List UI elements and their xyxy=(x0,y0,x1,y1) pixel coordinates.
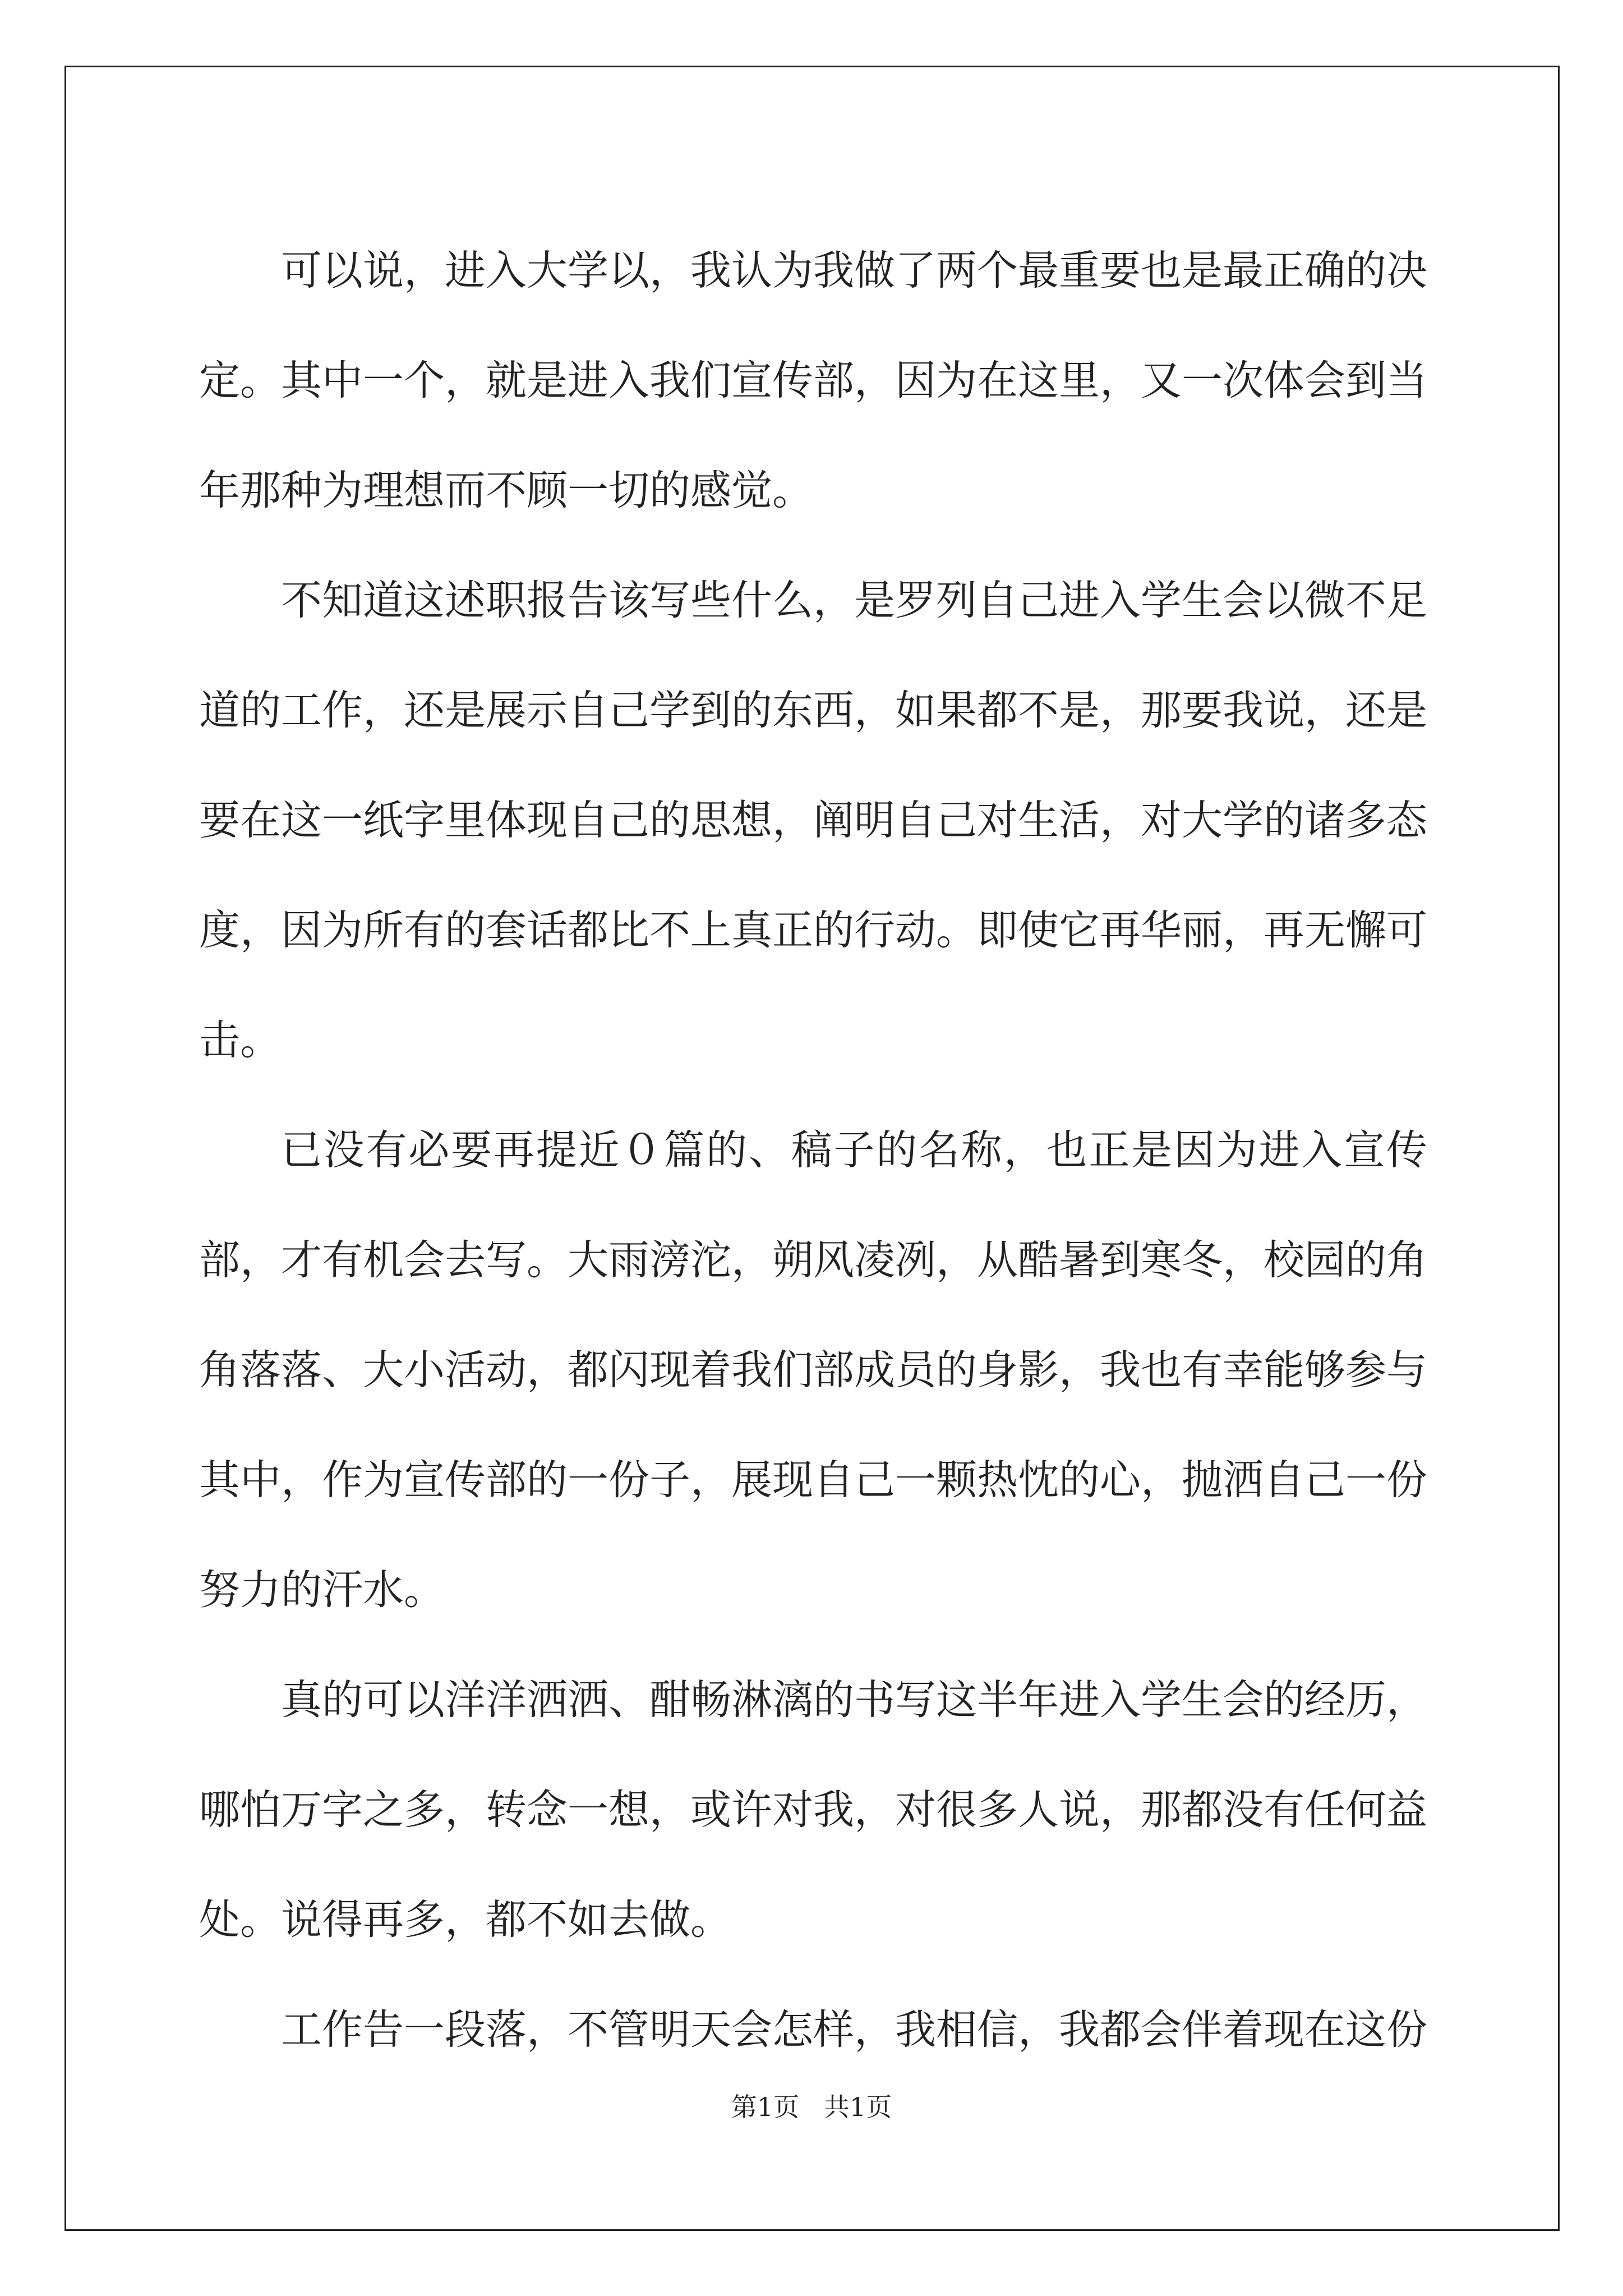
paragraph-2: 不知道这述职报告该写些什么，是罗列自己进入学生会以微不足道的工作，还是展示自己学到的东西，如果都不是，那要我说，还是要在这一纸字里体现自己的思想，阐明自己对生活，对大学的诸多态度，因为所有的套话都比不上真正的行动。即使它再华丽，再无懈可击。 xyxy=(199,577,1427,1064)
page-footer xyxy=(0,2090,1623,2124)
paragraph-3: 已没有必要再提近０篇的、稿子的名称，也正是因为进入宣传部，才有机会去写。大雨滂沱，朔风凌冽，从酷暑到寒冬，校园的角角落落、大小活动，都闪现着我们部成员的身影，我也有幸能够参与其中，作为宣传部的一份子，展现自己一颗热忱的心，抛洒自己一份努力的汗水。 xyxy=(199,1126,1427,1614)
page-number: 第1页 共1页 xyxy=(731,2092,892,2122)
paragraph-5: 工作告一段落，不管明天会怎样，我相信，我都会伴着现在这份 xyxy=(281,2006,1427,2054)
document-body xyxy=(199,216,1427,2085)
paragraph-1: 可以说，进入大学以，我认为我做了两个最重要也是最正确的决定。其中一个，就是进入我们宣传部，因为在这里，又一次体会到当年那种为理想而不顾一切的感觉。 xyxy=(199,247,1427,514)
paragraph-4: 真的可以洋洋洒洒、酣畅淋漓的书写这半年进入学生会的经历，哪怕万字之多，转念一想，或许对我，对很多人说，那都没有任何益处。说得再多，都不如去做。 xyxy=(199,1676,1427,1944)
